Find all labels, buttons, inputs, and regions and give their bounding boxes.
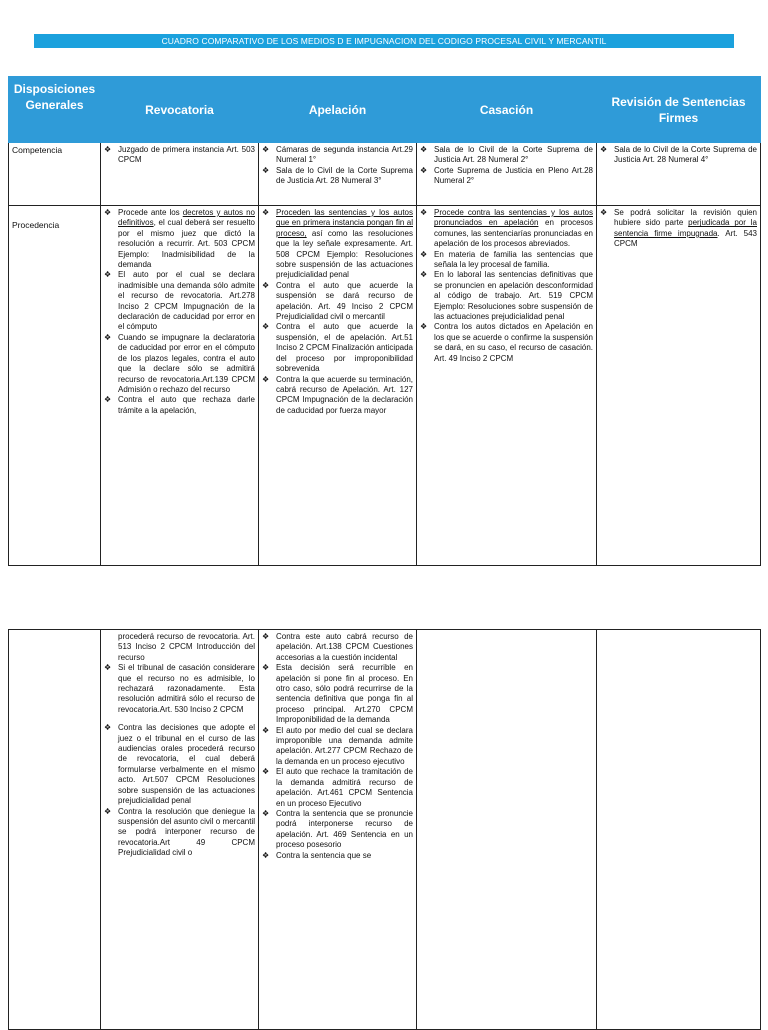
- row-procedencia: [9, 206, 761, 566]
- list-item: ❖ Cuando se impugnare la declaratoria de caducidad por error en el cómputo de los plazos legales, contra el auto que la declare sólo se admitirá recurso de revocatoria.Art.139 CPCM Admisión o rechazo del recurso: [104, 333, 255, 395]
- list-item: ❖ En materia de familia las sentencias que señala la ley procesal de familia.: [420, 250, 593, 271]
- list-item: ❖ Esta decisión será recurrible en apelación si pone fin al proceso. En otro caso, sólo podrá recurrirse de la sentencia definitiva que ponga fin al proceso principal. Art.270 CPCM Improponibilidad de la demanda: [262, 663, 413, 725]
- list-item: ❖ En lo laboral las sentencias definitivas que se pronuncien en apelación desconformidad al código de trabajo. Art. 519 CPCM Ejemplo: Resoluciones sobre suspensión de las actuaciones prejudicialidad penal: [420, 270, 593, 322]
- list-item: ❖ Proceden las sentencias y los autos que en primera instancia pongan fin al proceso, así como las resoluciones que la ley señale expresamente. Art. 508 CPCM Ejemplo: Resoluciones sobre suspensión de las actuaciones prejudicialidad penal: [262, 208, 413, 281]
- list-item: ❖ El auto que rechace la tramitación de la demanda admitirá recurso de apelación. Art.461 CPCM Sentencia en un proceso Ejecutivo: [262, 767, 413, 809]
- cell-procedencia-revocatoria: [101, 206, 259, 566]
- cell-continued-label: [9, 630, 101, 1030]
- header-revision: Revisión de Sentencias Firmes: [597, 77, 761, 143]
- cell-continued-revision: [597, 630, 761, 1030]
- cell-competencia-apelacion: [259, 143, 417, 206]
- header-apelacion: Apelación: [259, 77, 417, 143]
- list-item: ❖ Corte Suprema de Justicia en Pleno Art.28 Numeral 2°: [420, 166, 593, 187]
- cell-continued-apelacion: [259, 630, 417, 1030]
- list-item: ❖ Sala de lo Civil de la Corte Suprema de Justicia Art. 28 Numeral 3°: [262, 166, 413, 187]
- list-item: ❖ Procede ante los decretos y autos no definitivos, el cual deberá ser resuelto por el mismo juez que dictó la resolución a recurrir. Art. 503 CPCM Ejemplo: Inadmisibilidad de la demanda: [104, 208, 255, 270]
- list-item: ❖ Si el tribunal de casación considerare que el recurso no es admisible, lo rechazará razonadamente. Esta resolución admitirá sólo el recurso de revocatoria.Art. 530 Inciso 2 CPCM: [104, 663, 255, 715]
- list-item: ❖ Contra la sentencia que se pronuncie podrá interponerse recurso de apelación. Art. 469 Sentencia en un proceso posesorio: [262, 809, 413, 851]
- list-item: ❖ Se podrá solicitar la revisión quien hubiere sido parte perjudicada por la sentencia firme impugnada. Art. 543 CPCM: [600, 208, 757, 250]
- cell-competencia-revision: [597, 143, 761, 206]
- list-item: ❖ Contra las decisiones que adopte el juez o el tribunal en el curso de las audiencias orales procederá recurso de revocatoria, el cual deberá formularse verbalmente en el mismo acto. Art.507 CPCM Resoluciones sobre suspensión de las actuaciones prejudicialidad penal: [104, 723, 255, 806]
- list-item: ❖ Sala de lo Civil de la Corte Suprema de Justicia Art. 28 Numeral 4°: [600, 145, 757, 166]
- list-item: ❖ Cámaras de segunda instancia Art.29 Numeral 1°: [262, 145, 413, 166]
- header-disposiciones: Disposiciones Generales: [9, 77, 101, 143]
- list-item: ❖ Juzgado de primera instancia Art. 503 CPCM: [104, 145, 255, 166]
- row-label-competencia: Competencia: [9, 143, 101, 206]
- row-competencia: [9, 143, 761, 206]
- list-item: ❖ El auto por medio del cual se declara improponible una demanda admite apelación. Art.277 CPCM Rechazo de la demanda en un proceso ejecutivo: [262, 726, 413, 768]
- list-item: ❖ Contra el auto que rechaza darle trámite a la apelación,: [104, 395, 255, 416]
- cell-competencia-revocatoria: [101, 143, 259, 206]
- cell-competencia-casacion: [417, 143, 597, 206]
- comparison-table: [8, 76, 761, 566]
- list-item: ❖ Contra el auto que acuerde la suspensión se dará recurso de apelación. Art. 49 Inciso 2 CPCM Prejudicialidad civil o mercantil: [262, 281, 413, 323]
- row-label-procedencia: Procedencia: [9, 206, 101, 566]
- header-casacion: Casación: [417, 77, 597, 143]
- list-item: ❖ Contra la que acuerde su terminación, cabrá recurso de Apelación. Art. 127 CPCM Impugnación de la declaración de caducidad por fuerza mayor: [262, 375, 413, 417]
- row-continuation: [9, 630, 761, 1030]
- header-row: [9, 77, 761, 143]
- cell-continued-casacion: [417, 630, 597, 1030]
- list-item: ❖ Contra la sentencia que se: [262, 851, 413, 861]
- cell-procedencia-apelacion: [259, 206, 417, 566]
- cell-continued-revocatoria: [101, 630, 259, 1030]
- cell-procedencia-casacion: [417, 206, 597, 566]
- document-title: CUADRO COMPARATIVO DE LOS MEDIOS D E IMPUGNACION DEL CODIGO PROCESAL CIVIL Y MERCANTIL: [34, 34, 734, 48]
- list-item: ❖ Procede contra las sentencias y los autos pronunciados en apelación en procesos comunes, las sentenciarías pronunciadas en apelación de los procesos abreviados.: [420, 208, 593, 250]
- cell-procedencia-revision: [597, 206, 761, 566]
- list-item: ❖ Contra el auto que acuerde la suspensión, el de apelación. Art.51 Inciso 2 CPCM Finalización anticipada del proceso por improponibilidad sobrevenida: [262, 322, 413, 374]
- list-item: ❖ Contra los autos dictados en Apelación en los que se acuerde o confirme la suspensión se dará, en su caso, el recurso de casación. Art. 49 Inciso 2 CPCM: [420, 322, 593, 364]
- list-item: ❖ Contra la resolución que deniegue la suspensión del asunto civil o mercantil se podrá interponer recurso de revocatoria.Art 49 CPCM Prejudicialidad civil o: [104, 807, 255, 859]
- list-item: ❖ Contra este auto cabrá recurso de apelación. Art.138 CPCM Cuestiones accesorias a la cuestión incidental: [262, 632, 413, 663]
- header-revocatoria: Revocatoria: [101, 77, 259, 143]
- continued-text: procederá recurso de revocatoria. Art. 513 Inciso 2 CPCM Introducción del recurso: [118, 632, 255, 662]
- list-item: ❖ El auto por el cual se declara inadmisible una demanda sólo admite el recurso de revocatoria. Art.278 Inciso 2 CPCM Impugnación de la declaración de caducidad por error en el cómputo: [104, 270, 255, 332]
- list-item: ❖ Sala de lo Civil de la Corte Suprema de Justicia Art. 28 Numeral 2°: [420, 145, 593, 166]
- comparison-table-continued: [8, 629, 761, 1030]
